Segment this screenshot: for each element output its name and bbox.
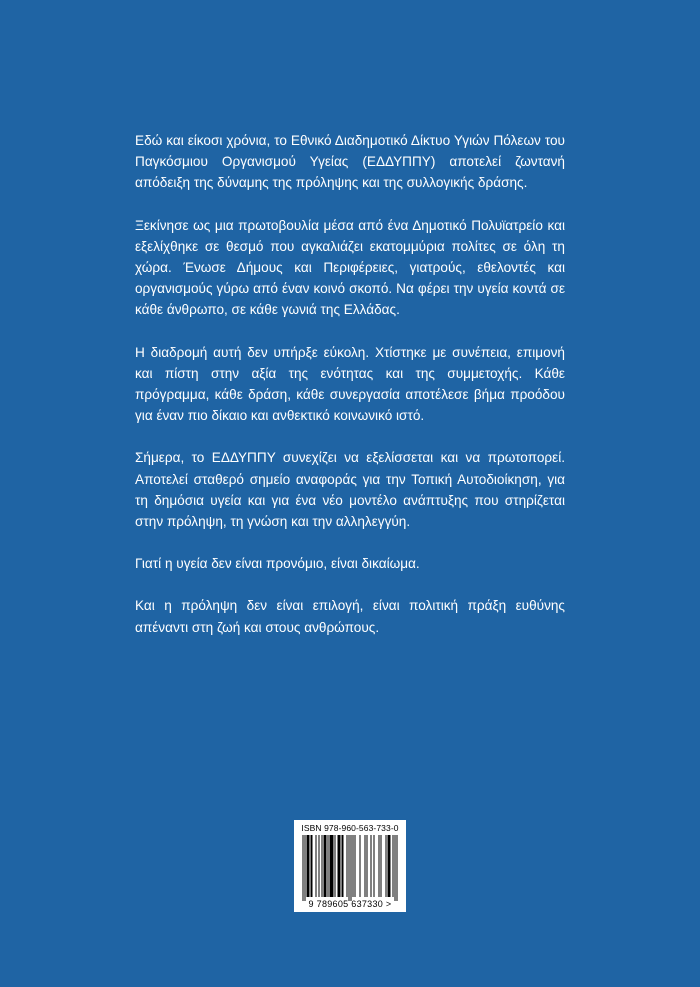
barcode-bar bbox=[305, 835, 306, 901]
back-cover-text bbox=[135, 130, 565, 659]
paragraph-1: Εδώ και είκοσι χρόνια, το Εθνικό Διαδημοτικό Δίκτυο Υγιών Πόλεων του Παγκόσμιου Οργανισμού Υγείας (ΕΔΔΥΠΠΥ) αποτελεί ζωντανή απόδειξη της δύναμης της πρόληψης και της συλλογικής δράσης. bbox=[135, 133, 565, 191]
barcode-bar bbox=[397, 835, 398, 901]
barcode-bar bbox=[388, 835, 389, 897]
barcode-bar bbox=[355, 835, 356, 897]
barcode-bar bbox=[374, 835, 375, 897]
barcode-bars bbox=[300, 835, 400, 901]
barcode-bar bbox=[328, 835, 329, 897]
barcode-bar bbox=[324, 835, 325, 897]
paragraph-2: Ξεκίνησε ως μια πρωτοβουλία μέσα από ένα Δημοτικό Πολυϊατρείο και εξελίχθηκε σε θεσμό που αγκαλιάζει εκατομμύρια πολίτες σε όλη τη χώρα. Ένωσε Δήμους και Περιφέρειες, γιατρούς, εθελοντές και οργανισμούς γύρω από έναν κοινό σκοπό. Να φέρει την υγεία κοντά σε κάθε άνθρωπο, σε κάθε γωνιά της Ελλάδας. bbox=[135, 217, 565, 318]
paragraph-6: Και η πρόληψη δεν είναι επιλογή, είναι πολιτική πράξη ευθύνης απέναντι στη ζωή και στους ανθρώπους. bbox=[135, 598, 565, 635]
barcode-bar bbox=[371, 835, 372, 897]
barcode-bar bbox=[307, 835, 308, 897]
barcode-bar bbox=[339, 835, 340, 897]
paragraph-4: Σήμερα, το ΕΔΔΥΠΠΥ συνεχίζει να εξελίσσεται και να πρωτοπορεί. Αποτελεί σταθερό σημείο αναφοράς για την Τοπική Αυτοδιοίκηση, για τη δημόσια υγεία και για ένα νέο μοντέλο ανάπτυξης που στηρίζεται στην πρόληψη, τη γνώση και την αλληλεγγύη. bbox=[135, 450, 565, 530]
paragraph-3: Η διαδρομή αυτή δεν υπήρξε εύκολη. Χτίστηκε με συνέπεια, επιμονή και πίστη στην αξία της ενότητας και της συμμετοχής. Κάθε πρόγραμμα, κάθε δράση, κάθε συνεργασία αποτέλεσε βήμα προόδου για έναν πιο δίκαιο και ανθεκτικό κοινωνικό ιστό. bbox=[135, 344, 565, 424]
barcode-bar bbox=[342, 835, 343, 897]
barcode-digits: 9 789605 637330 > bbox=[308, 899, 392, 909]
barcode-bar bbox=[386, 835, 387, 897]
barcode-bar bbox=[379, 835, 380, 897]
barcode-bar bbox=[389, 835, 390, 897]
barcode-bar bbox=[316, 835, 317, 897]
barcode-bar bbox=[325, 835, 326, 897]
barcode-bar bbox=[322, 835, 323, 897]
barcode-bar bbox=[365, 835, 366, 897]
barcode-bar bbox=[347, 835, 348, 897]
barcode-bar bbox=[343, 835, 344, 897]
barcode-bar bbox=[381, 835, 382, 897]
isbn-barcode bbox=[294, 820, 406, 912]
barcode-bar bbox=[349, 835, 350, 901]
barcode-bar bbox=[340, 835, 341, 897]
barcode-bar bbox=[353, 835, 354, 897]
barcode-bar bbox=[360, 835, 361, 897]
barcode-bar bbox=[338, 835, 339, 897]
barcode-bar bbox=[330, 835, 331, 897]
barcode-bar bbox=[332, 835, 333, 897]
barcode-bar bbox=[312, 835, 313, 897]
barcode-bar bbox=[331, 835, 332, 897]
barcode-bar bbox=[326, 835, 327, 897]
barcode-bar bbox=[303, 835, 304, 901]
barcode-bar bbox=[309, 835, 310, 897]
barcode-bar bbox=[308, 835, 309, 897]
barcode-bar bbox=[335, 835, 336, 897]
barcode-bar bbox=[351, 835, 352, 901]
barcode-bar bbox=[311, 835, 312, 897]
barcode-bar bbox=[395, 835, 396, 901]
isbn-label: ISBN 978-960-563-733-0 bbox=[301, 823, 399, 833]
paragraph-5: Γιατί η υγεία δεν είναι προνόμιο, είναι δικαίωμα. bbox=[135, 556, 420, 572]
barcode-bar bbox=[393, 835, 394, 897]
barcode-bar bbox=[367, 835, 368, 897]
barcode-bar bbox=[390, 835, 391, 897]
barcode-bar bbox=[333, 835, 334, 897]
barcode-bar bbox=[319, 835, 320, 897]
